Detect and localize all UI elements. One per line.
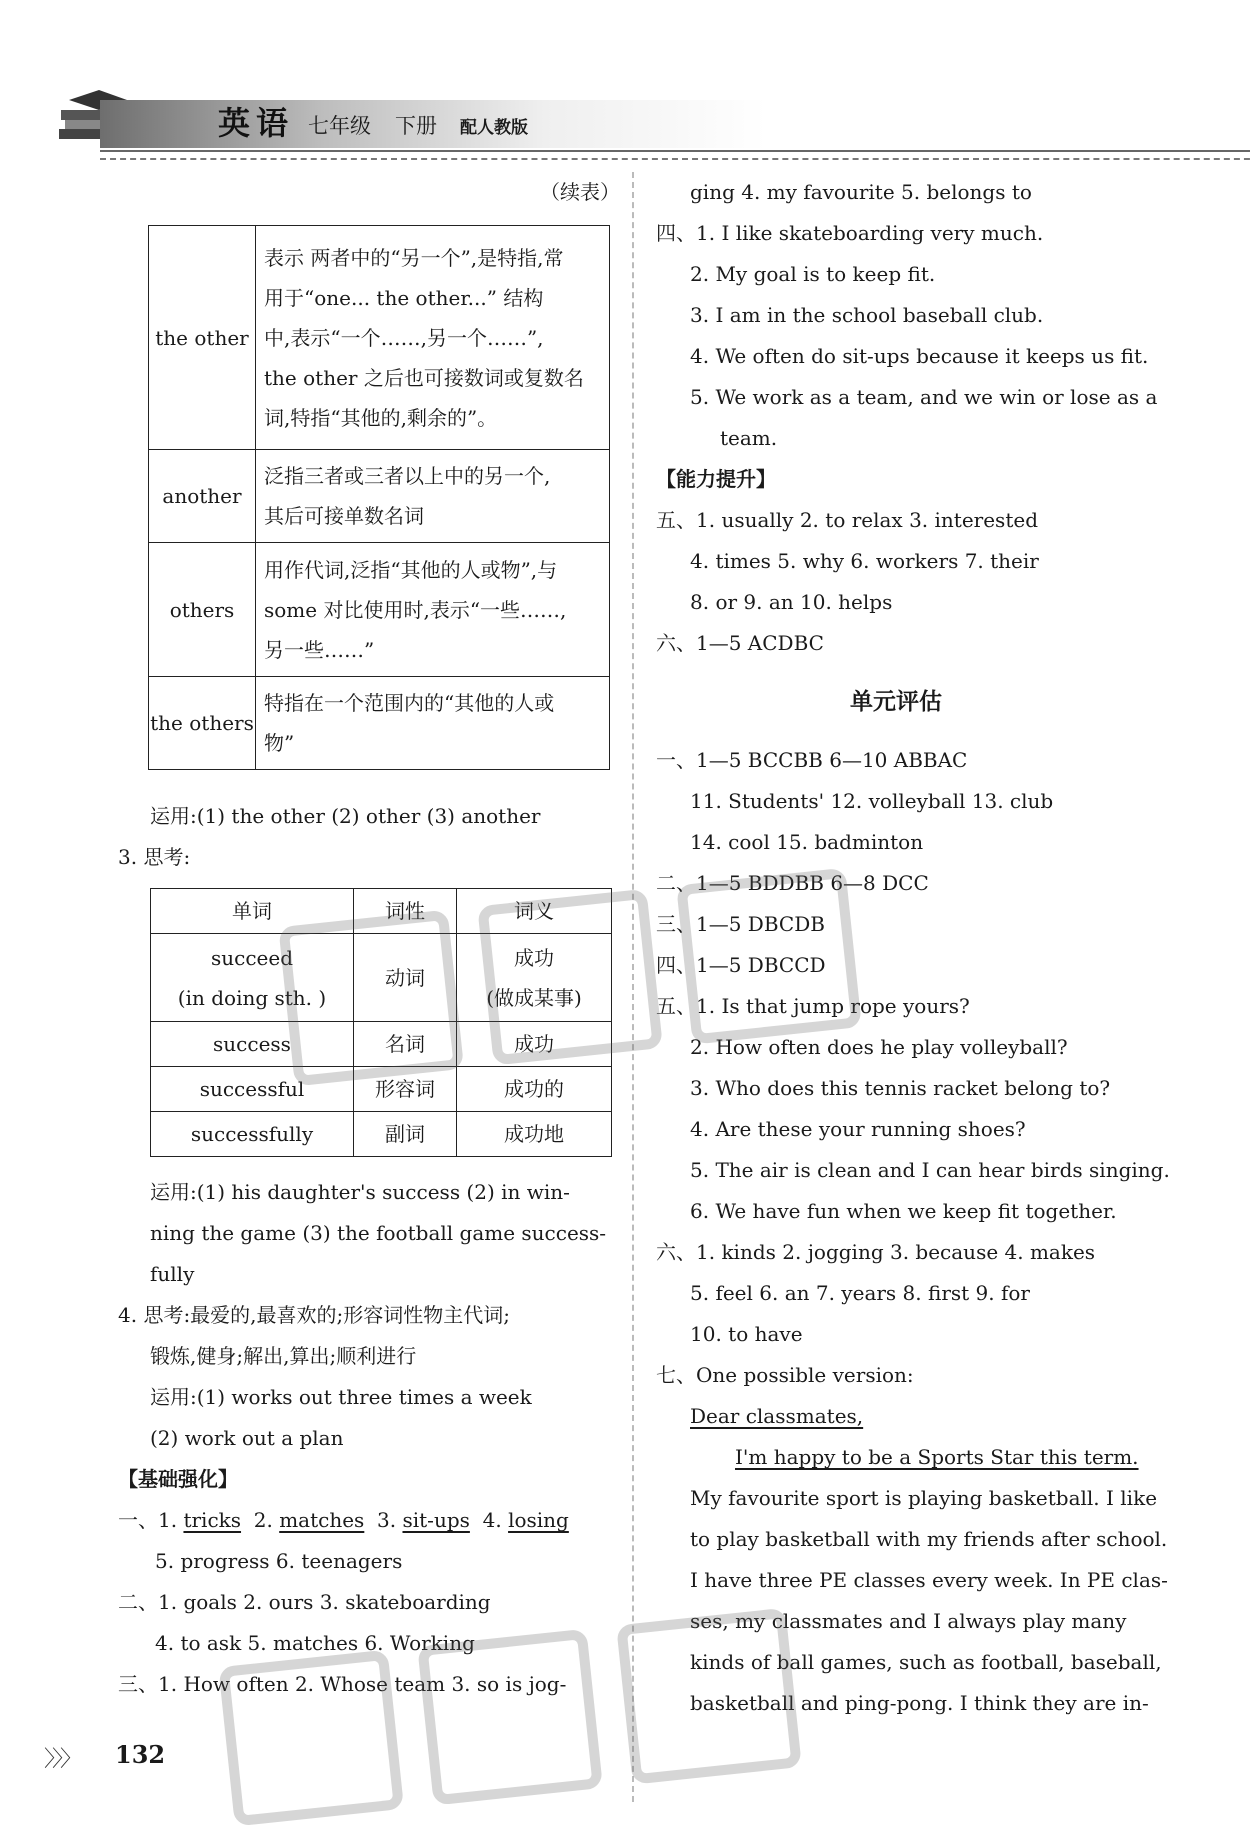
cell-line: 泛指三者或三者以上中的另一个, xyxy=(264,464,551,488)
usage-2-line-1: 运用:(1) his daughter's success (2) in win- xyxy=(150,1180,570,1204)
cell-line: 用作代词,泛指“其他的人或物”,与 xyxy=(264,557,558,582)
table-cell: another xyxy=(149,450,256,543)
table-cell xyxy=(256,677,610,770)
table-cell: 成功地 xyxy=(457,1112,612,1157)
usage-3-line-2: (2) work out a plan xyxy=(150,1426,344,1450)
cell-line: 表示 两者中的“另一个”,是特指,常 xyxy=(264,245,564,270)
q1-answer: tricks xyxy=(183,1508,242,1532)
answer-line: 4. We often do sit-ups because it keeps us fit. xyxy=(690,344,1149,368)
subject-title: 英语 xyxy=(218,104,295,142)
answer-line: 8. or 9. an 10. helps xyxy=(690,590,893,614)
q2-line-2: 4. to ask 5. matches 6. Working xyxy=(155,1631,475,1655)
answer-line: 五、1. usually 2. to relax 3. interested xyxy=(656,508,1038,532)
cell-line: 另一些……” xyxy=(264,637,375,662)
q1-num: 4. xyxy=(482,1508,502,1532)
table-cell: success xyxy=(151,1022,354,1067)
table-row xyxy=(149,677,610,770)
cell-line: succeed xyxy=(210,945,294,970)
table-cell: the other xyxy=(149,226,256,450)
unit-evaluation-title: 单元评估 xyxy=(850,688,942,715)
answer-line: 6. We have fun when we keep fit together. xyxy=(690,1199,1117,1223)
answer-line: team. xyxy=(720,426,778,450)
page-header xyxy=(40,70,1230,160)
header-rule xyxy=(100,150,1250,152)
answer-line: 四、1—5 DBCCD xyxy=(656,953,826,977)
cell-line: (in doing sth. ) xyxy=(177,985,327,1010)
table-cell: 成功的 xyxy=(457,1067,612,1112)
answer-line: 10. to have xyxy=(690,1322,803,1346)
cell-line: 成功 xyxy=(514,945,554,970)
table-cell xyxy=(256,450,610,543)
usage-1: 运用:(1) the other (2) other (3) another xyxy=(150,804,541,828)
q1-answer: sit-ups xyxy=(402,1508,470,1532)
q1-num: 3. xyxy=(377,1508,397,1532)
table-cell: 名词 xyxy=(354,1022,457,1067)
q1-answer: matches xyxy=(279,1508,365,1532)
answer-line: 14. cool 15. badminton xyxy=(690,830,924,854)
think-4-line-1: 4. 思考:最爱的,最喜欢的;形容词性物主代词; xyxy=(118,1303,511,1327)
cell-line: 中,表示“一个……,另一个……”, xyxy=(264,325,544,350)
think-4-line-2: 锻炼,健身;解出,算出;顺利进行 xyxy=(150,1344,417,1368)
cell-line: (做成某事) xyxy=(486,985,582,1010)
answer-line: 11. Students' 12. volleyball 13. club xyxy=(690,789,1054,813)
section-title-basic: 【基础强化】 xyxy=(118,1467,238,1491)
table-row xyxy=(149,226,610,450)
cell-line: 物” xyxy=(264,731,295,755)
cell-line: the other 之后也可接数词或复数名 xyxy=(264,365,584,390)
answer-line: 一、1—5 BCCBB 6—10 ABBAC xyxy=(656,748,968,772)
table-row xyxy=(149,450,610,543)
answer-line: 七、One possible version: xyxy=(656,1363,914,1387)
table-header: 单词 xyxy=(151,889,354,934)
answer-line: 3. I am in the school baseball club. xyxy=(690,303,1044,327)
table-cell xyxy=(256,226,610,450)
grade-label: 七年级 xyxy=(308,114,371,138)
q2-line-1: 二、1. goals 2. ours 3. skateboarding xyxy=(118,1590,491,1614)
q1-line-1 xyxy=(118,1506,569,1534)
cell-line: 用于“one... the other...” 结构 xyxy=(264,285,544,310)
letter-line: ses, my classmates and I always play many xyxy=(690,1609,1127,1633)
section-title-ability: 【能力提升】 xyxy=(656,467,776,491)
answer-line: 六、1. kinds 2. jogging 3. because 4. makes xyxy=(656,1240,1096,1264)
letter-line: My favourite sport is playing basketball. I like xyxy=(690,1486,1158,1510)
table-cell xyxy=(256,543,610,677)
answer-line: 三、1—5 DBCDB xyxy=(656,912,825,936)
header-dashed-rule xyxy=(100,158,1250,160)
letter-line: I'm happy to be a Sports Star this term. xyxy=(735,1445,1139,1469)
table-cell: others xyxy=(149,543,256,677)
table-cell: 成功 xyxy=(457,1022,612,1067)
q3-line-1: 三、1. How often 2. Whose team 3. so is jog- xyxy=(118,1672,567,1696)
table-cell: successfully xyxy=(151,1112,354,1157)
table-cell: 动词 xyxy=(354,934,457,1022)
cell-line: some 对比使用时,表示“一些……, xyxy=(264,597,567,622)
continued-label: （续表） xyxy=(540,180,620,204)
watermark-graphic xyxy=(272,848,908,1102)
answer-line: ging 4. my favourite 5. belongs to xyxy=(690,180,1032,204)
answer-line: 3. Who does this tennis racket belong to? xyxy=(690,1076,1111,1100)
table-cell: 形容词 xyxy=(354,1067,457,1112)
think-3: 3. 思考: xyxy=(118,845,191,869)
answer-line: 2. My goal is to keep fit. xyxy=(690,262,936,286)
letter-line: to play basketball with my friends after school. xyxy=(690,1527,1168,1551)
answer-line: 六、1—5 ACDBC xyxy=(656,631,824,655)
answer-line: 五、1. Is that jump rope yours? xyxy=(656,994,970,1018)
table-cell: the others xyxy=(149,677,256,770)
usage-2-line-2: ning the game (3) the football game success- xyxy=(150,1221,607,1245)
answer-line: 二、1—5 BDDBB 6—8 DCC xyxy=(656,871,929,895)
q1-num: 2. xyxy=(253,1508,273,1532)
answer-line: 四、1. I like skateboarding very much. xyxy=(656,221,1044,245)
publisher-label: 配人教版 xyxy=(460,118,528,138)
answer-line: 4. Are these your running shoes? xyxy=(690,1117,1026,1141)
usage-3-line-1: 运用:(1) works out three times a week xyxy=(150,1385,532,1409)
pronoun-table xyxy=(148,225,610,770)
q1-answer: losing xyxy=(508,1508,569,1532)
q1-line-2: 5. progress 6. teenagers xyxy=(155,1549,403,1573)
table-row xyxy=(151,1112,612,1157)
term-label: 下册 xyxy=(395,114,437,138)
table-cell: 副词 xyxy=(354,1112,457,1157)
cell-line: 词,特指“其他的,剩余的”。 xyxy=(264,405,498,430)
table-header: 词义 xyxy=(457,889,612,934)
letter-greeting: Dear classmates, xyxy=(690,1404,864,1428)
answer-line: 4. times 5. why 6. workers 7. their xyxy=(690,549,1039,573)
table-row xyxy=(149,543,610,677)
table-header: 词性 xyxy=(354,889,457,934)
answer-line: 2. How often does he play volleyball? xyxy=(690,1035,1068,1059)
letter-line: I have three PE classes every week. In PE clas- xyxy=(690,1568,1168,1592)
letter-line: kinds of ball games, such as football, baseball, xyxy=(690,1650,1162,1674)
cell-line: 特指在一个范围内的“其他的人或 xyxy=(264,691,555,715)
cell-line: 其后可接单数名词 xyxy=(264,504,424,528)
answer-line: 5. We work as a team, and we win or lose as a xyxy=(690,385,1158,409)
answer-line: 5. feel 6. an 7. years 8. first 9. for xyxy=(690,1281,1030,1305)
watermark-graphic xyxy=(212,1588,848,1842)
chevron-right-icon: 〉〉〉 xyxy=(44,1747,80,1772)
answer-line: 5. The air is clean and I can hear birds singing. xyxy=(690,1158,1170,1182)
q1-prefix: 一、1. xyxy=(118,1508,178,1532)
page-number: 132 xyxy=(115,1740,166,1769)
usage-2-line-3: fully xyxy=(150,1262,195,1286)
table-cell: successful xyxy=(151,1067,354,1112)
letter-line: basketball and ping-pong. I think they are in- xyxy=(690,1691,1149,1715)
